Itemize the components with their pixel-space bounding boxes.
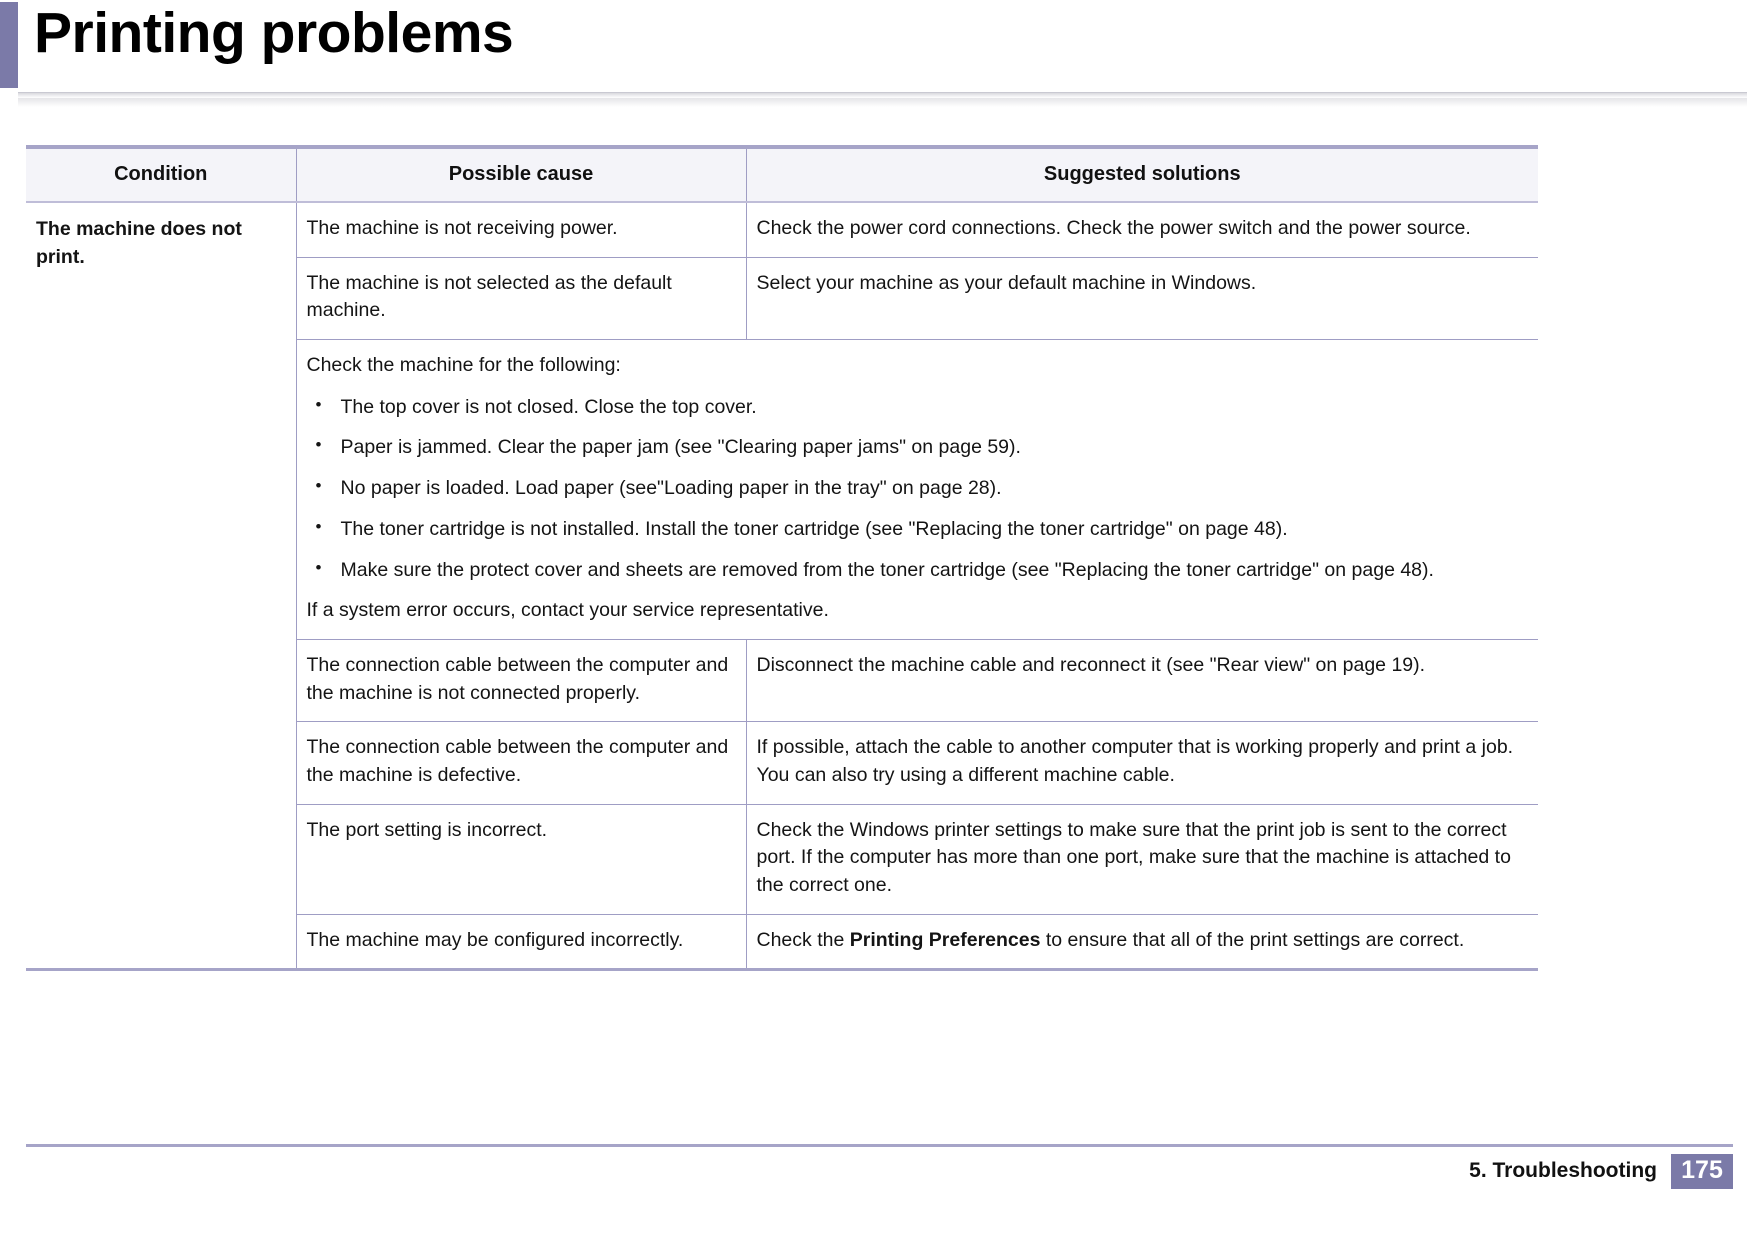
checklist bbox=[307, 394, 1527, 584]
footer-content bbox=[1469, 1154, 1733, 1189]
checklist-cell bbox=[296, 340, 1538, 640]
header-divider-shadow bbox=[18, 98, 1747, 107]
footer-chapter-label: 5. Troubleshooting bbox=[1469, 1159, 1657, 1183]
cause-cell: The machine is not selected as the default machine. bbox=[296, 257, 746, 339]
table-body bbox=[26, 202, 1538, 970]
solution-cell: Select your machine as your default machine in Windows. bbox=[746, 257, 1538, 339]
list-item: • Paper is jammed. Clear the paper jam (see "Clearing paper jams" on page 59). bbox=[307, 434, 1527, 462]
solution-cell bbox=[746, 804, 1538, 914]
solution-line: If possible, attach the cable to another computer that is working properly and print a job. bbox=[756, 736, 1514, 759]
page-title: Printing problems bbox=[34, 1, 514, 65]
list-item: • The toner cartridge is not installed. Install the toner cartridge (see "Replacing the toner cartridge" on page 48). bbox=[307, 516, 1527, 544]
cause-cell: The machine is not receiving power. bbox=[296, 202, 746, 257]
table-header bbox=[26, 147, 1538, 202]
table-row bbox=[26, 202, 1538, 257]
cause-cell: The connection cable between the computer and the machine is defective. bbox=[296, 722, 746, 804]
solution-line: port. If the computer has more than one port, make sure that the machine is attached to bbox=[756, 846, 1511, 869]
column-header-suggested-solutions: Suggested solutions bbox=[746, 147, 1538, 202]
condition-cell-spacer bbox=[26, 914, 296, 970]
table-header-row bbox=[26, 147, 1538, 202]
table-row bbox=[26, 914, 1538, 970]
list-item: • Make sure the protect cover and sheets are removed from the toner cartridge (see "Replacing the toner cartridge" on page 48). bbox=[307, 557, 1527, 585]
solution-prefix: Check the bbox=[756, 928, 850, 951]
column-header-possible-cause: Possible cause bbox=[296, 147, 746, 202]
list-item: • The top cover is not closed. Close the top cover. bbox=[307, 394, 1527, 422]
solution-line: Check the Windows printer settings to make sure that the print job is sent to the correct bbox=[756, 818, 1507, 841]
solution-suffix: to ensure that all of the print settings are correct. bbox=[1040, 928, 1465, 951]
troubleshooting-table bbox=[26, 145, 1538, 971]
checklist-outro: If a system error occurs, contact your service representative. bbox=[306, 599, 829, 622]
list-item: • No paper is loaded. Load paper (see"Loading paper in the tray" on page 28). bbox=[307, 475, 1527, 503]
footer-divider bbox=[26, 1144, 1733, 1147]
cause-cell: The port setting is incorrect. bbox=[296, 804, 746, 914]
solution-line: You can also try using a different machine cable. bbox=[756, 763, 1175, 786]
solution-line: the correct one. bbox=[756, 874, 892, 896]
checklist-intro: Check the machine for the following: bbox=[306, 354, 621, 377]
cause-cell: The machine may be configured incorrectly. bbox=[296, 914, 746, 970]
page-header bbox=[0, 0, 1755, 112]
solution-cell bbox=[746, 914, 1538, 970]
solution-cell bbox=[746, 722, 1538, 804]
header-accent-bar bbox=[0, 2, 18, 88]
page-number-badge: 175 bbox=[1671, 1154, 1733, 1189]
page-footer bbox=[26, 1144, 1733, 1206]
cause-cell: The connection cable between the computer and the machine is not connected properly. bbox=[296, 639, 746, 721]
column-header-condition: Condition bbox=[26, 147, 296, 202]
solution-cell: Check the power cord connections. Check the power switch and the power source. bbox=[746, 202, 1538, 257]
troubleshooting-table-container bbox=[26, 145, 1538, 971]
solution-cell: Disconnect the machine cable and reconnect it (see "Rear view" on page 19). bbox=[746, 639, 1538, 721]
condition-cell: The machine does not print. bbox=[36, 218, 242, 268]
solution-emphasis: Printing Preferences bbox=[849, 928, 1041, 951]
